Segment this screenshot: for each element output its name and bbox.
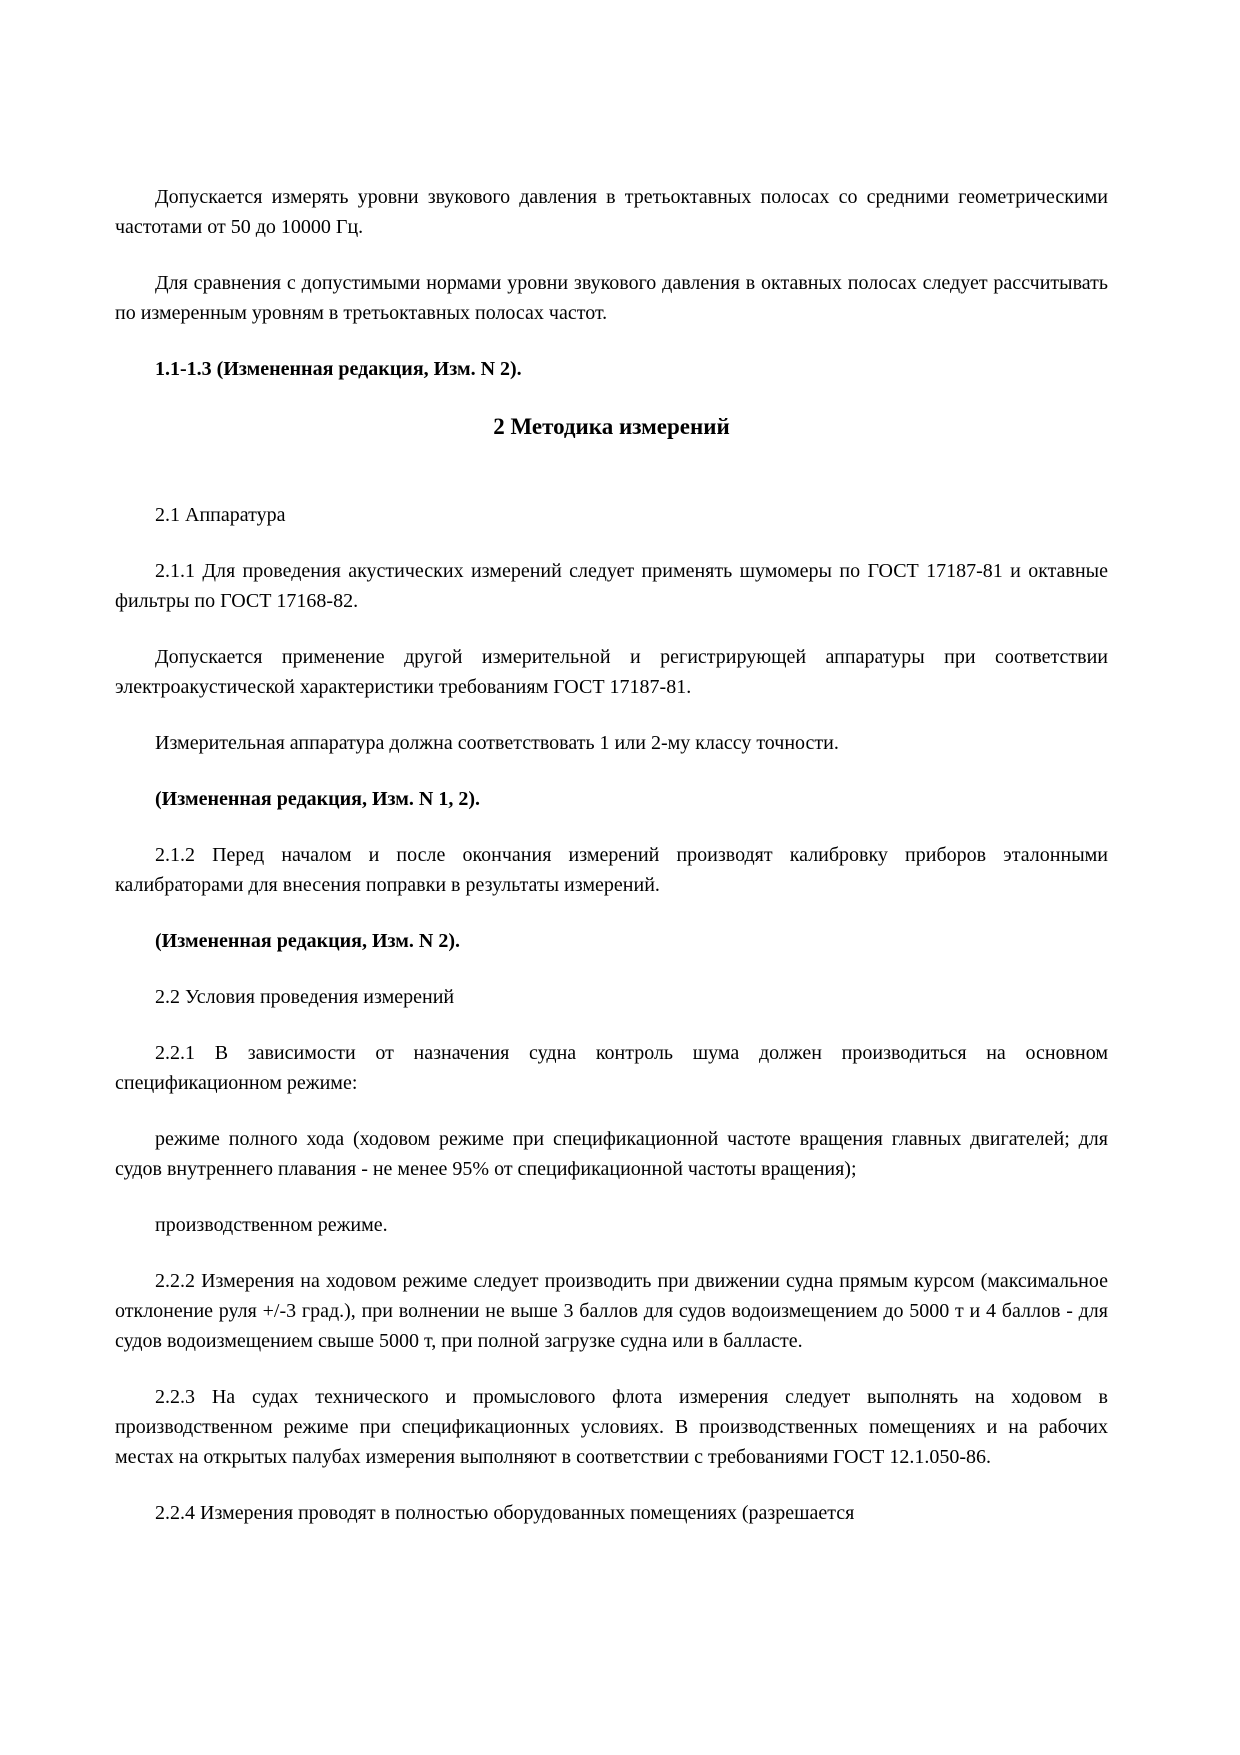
para-other-apparatus: Допускается применение другой измерительной и регистрирующей аппаратуры при соответствии электроакустической характеристики требованиям ГОСТ 17187-81. — [115, 646, 1108, 698]
para-third-octave-allowance: Допускается измерять уровни звукового давления в третьоктавных полосах со средними геометрическими частотами от 50 до 10000 Гц. — [115, 186, 1108, 238]
para-accuracy-class: Измерительная аппаратура должна соответствовать 1 или 2-му классу точности. — [155, 732, 839, 754]
para-octave-comparison: Для сравнения с допустимыми нормами уровни звукового давления в октавных полосах следует рассчитывать по измеренным уровням в третьоктавных полосах частот. — [115, 272, 1108, 324]
amendment-note-izm-2: (Измененная редакция, Изм. N 2). — [155, 930, 461, 952]
section-heading-2-methodology: 2 Методика измерений — [493, 414, 730, 439]
amendment-note-izm-1-2: (Измененная редакция, Изм. N 1, 2). — [155, 788, 481, 810]
clause-2-2-4-partial: 2.2.4 Измерения проводят в полностью оборудованных помещениях (разрешается — [155, 1502, 855, 1524]
clause-2-2-2: 2.2.2 Измерения на ходовом режиме следует производить при движении судна прямым курсом (максимальное отклонение руля +/-3 град.), при волнении не выше 3 баллов для судов водоизмещением до 5000 т и 4 баллов - для судов водоизмещением свыше 5000 т, при полной загрузке судна или в балласте. — [115, 1270, 1108, 1352]
clause-2-1-2: 2.1.2 Перед началом и после окончания измерений производят калибровку приборов эталонными калибраторами для внесения поправки в результаты измерений. — [115, 844, 1108, 896]
para-full-speed-mode: режиме полного хода (ходовом режиме при спецификационной частоте вращения главных двигателей; для судов внутреннего плавания - не менее 95% от спецификационной частоты вращения); — [115, 1128, 1108, 1180]
clause-2-2-3: 2.2.3 На судах технического и промыслового флота измерения следует выполнять на ходовом в производственном режиме при спецификационных условиях. В производственных помещениях и на рабочих местах на открытых палубах измерения выполняют в соответствии с требованиями ГОСТ 12.1.050-86. — [115, 1386, 1108, 1468]
clause-2-1-heading: 2.1 Аппаратура — [155, 504, 286, 526]
amendment-note-1-1-1-3: 1.1-1.3 (Измененная редакция, Изм. N 2). — [155, 358, 522, 380]
clause-2-2-1: 2.2.1 В зависимости от назначения судна контроль шума должен производиться на основном спецификационном режиме: — [115, 1042, 1108, 1094]
clause-2-1-1: 2.1.1 Для проведения акустических измерений следует применять шумомеры по ГОСТ 17187-81 и октавные фильтры по ГОСТ 17168-82. — [115, 560, 1108, 612]
para-production-mode: производственном режиме. — [155, 1214, 388, 1236]
clause-2-2-heading: 2.2 Условия проведения измерений — [155, 986, 455, 1008]
